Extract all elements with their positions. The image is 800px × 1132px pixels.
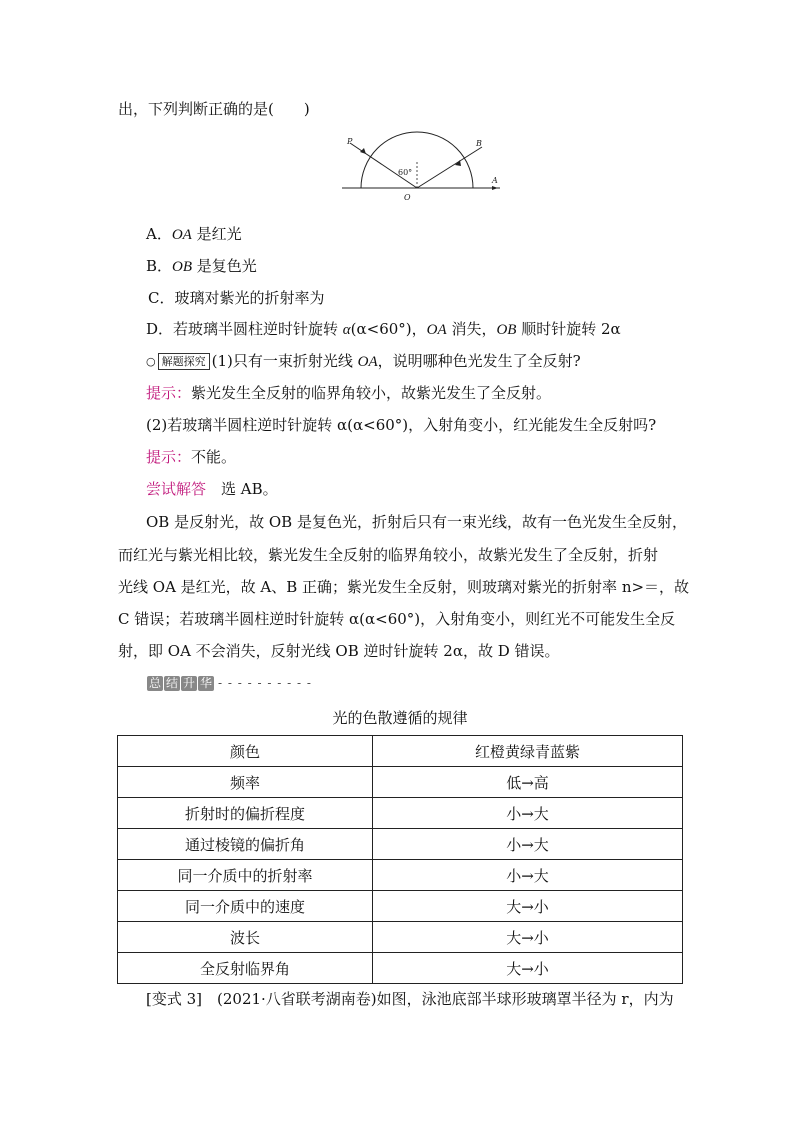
label-o: O — [404, 193, 411, 202]
explore-q1: ○ 解题探究 (1)只有一束折射光线 OA，说明哪种色光发生了全反射? — [146, 352, 581, 370]
label-a: A — [492, 176, 498, 185]
table-caption: 光的色散遵循的规律 — [332, 709, 468, 727]
table-row: 折射时的偏折程度 小→大 — [118, 798, 683, 829]
summary-banner: 总 结 升 华 - - - - - - - - - - — [148, 676, 312, 690]
explore-q2: (2)若玻璃半圆柱逆时针旋转 α(α<60°)，入射角变小，红光能发生全反射吗? — [146, 416, 657, 434]
answer-line-5: 射，即 OA 不会消失，反射光线 OB 逆时针旋转 2α，故 D 错误。 — [118, 642, 560, 660]
answer-line-2: 而红光与紫光相比较，紫光发生全反射的临界角较小，故紫光发生了全反射，折射 — [118, 546, 659, 564]
answer-label: 尝试解答 — [146, 480, 207, 498]
option-c: C．玻璃对紫光的折射率为 — [148, 289, 325, 307]
table-row: 全反射临界角 大→小 — [118, 953, 683, 984]
answer-line-1: OB 是反射光，故 OB 是复色光，折射后只有一束光线，故有一色光发生全反射， — [146, 513, 687, 531]
label-b: B — [476, 139, 482, 148]
hint-2: 提示：不能。 — [146, 448, 237, 466]
table-row: 通过棱镜的偏折角 小→大 — [118, 829, 683, 860]
variant-question: [变式 3] (2021·八省联考湖南卷)如图，泳池底部半球形玻璃罩半径为 r，内为 — [146, 990, 674, 1008]
optics-figure — [340, 127, 500, 207]
answer-label-line: 尝试解答 选 AB。 — [146, 480, 278, 498]
answer-line-4: C 错误；若玻璃半圆柱逆时针旋转 α(α<60°)，入射角变小，则红光不可能发生全反 — [118, 610, 676, 628]
table-row: 同一介质中的速度 大→小 — [118, 891, 683, 922]
table-row: 频率 低→高 — [118, 767, 683, 798]
angle-label: 60° — [398, 168, 413, 177]
option-d: D．若玻璃半圆柱逆时针旋转 α(α<60°)，OA 消失，OB 顺时针旋转 2α — [146, 320, 621, 338]
option-a: A．OA 是红光 — [146, 225, 242, 243]
table-row: 同一介质中的折射率 小→大 — [118, 860, 683, 891]
option-b: B．OB 是复色光 — [146, 257, 257, 275]
table-row: 颜色 红橙黄绿青蓝紫 — [118, 736, 683, 767]
table-row: 波长 大→小 — [118, 922, 683, 953]
dispersion-table — [117, 735, 683, 984]
answer-line-3: 光线 OA 是红光，故 A、B 正确；紫光发生全反射，则玻璃对紫光的折射率 n>＝，故 — [118, 578, 690, 596]
label-p: P — [347, 137, 353, 146]
hint-1: 提示：紫光发生全反射的临界角较小，故紫光发生了全反射。 — [146, 384, 552, 402]
explore-badge: 解题探究 — [158, 353, 210, 370]
question-intro: 出，下列判断正确的是( ) — [118, 100, 310, 118]
